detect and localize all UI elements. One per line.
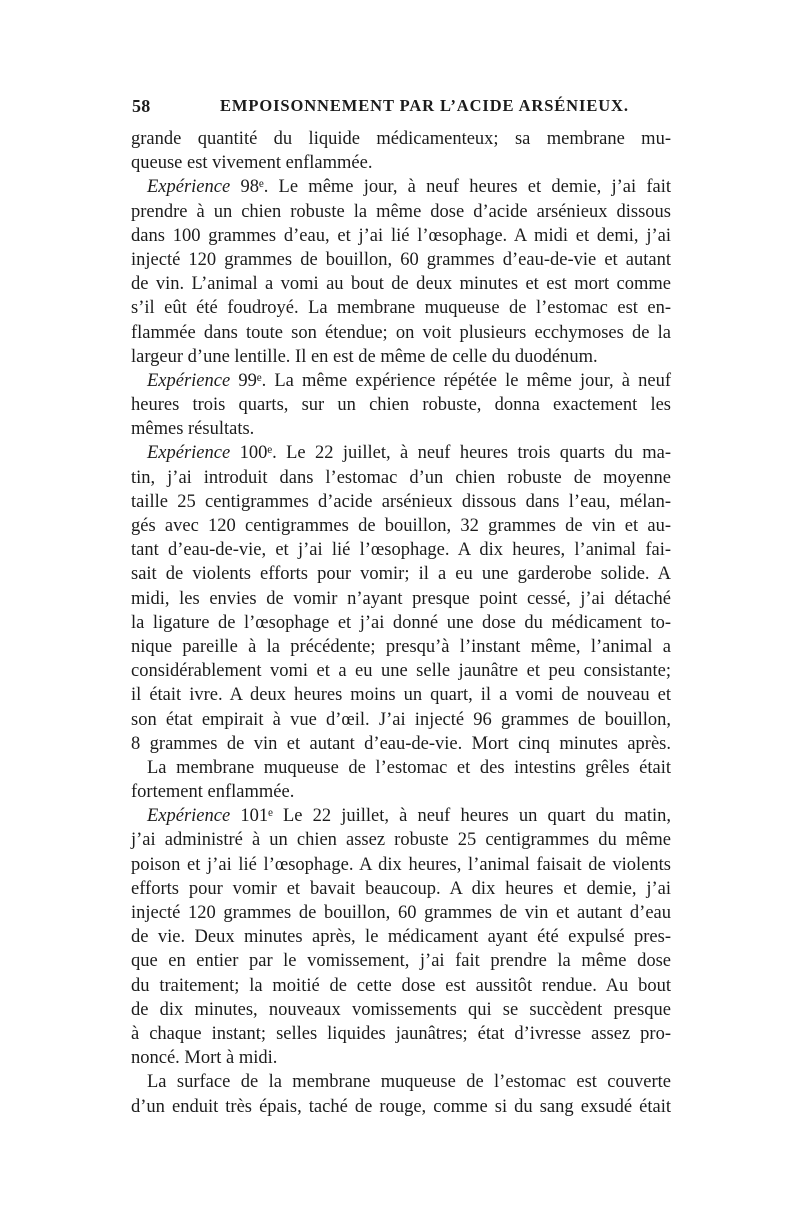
text-line: d’un enduit très épais, taché de rouge, comme si du sang exsudé était [131,1096,671,1117]
text-line: tant d’eau-de-vie, et j’ai lié l’œsophage. A dix heures, l’animal fai- [131,540,671,561]
paragraph-experience-101 [131,804,671,1070]
paragraph-experience-100 [131,441,671,755]
experience-label: Expérience [147,370,231,391]
experience-label: Expérience [147,806,231,827]
text-line: 8 grammes de vin et autant d’eau-de-vie. Mort cinq minutes après. [131,733,671,754]
paragraph [131,1070,671,1118]
text-line: à chaque instant; selles liquides jaunâtres; état d’ivresse assez pro- [131,1023,671,1044]
running-title: EMPOISONNEMENT PAR L’ACIDE ARSÉNIEUX. [220,96,629,115]
text-line [131,441,671,465]
text-line: injecté 120 grammes de bouillon, 60 grammes de vin et autant d’eau [131,903,671,923]
paragraph-experience-98 [131,175,671,369]
text-line: midi, les envies de vomir n’ayant presque point cessé, j’ai détaché [131,588,671,609]
text-span: 101ᵉ Le 22 juillet, à neuf heures un quart du matin, [230,806,671,827]
text-line: son état empirait à vue d’œil. J’ai injecté 96 grammes de bouillon, [131,709,671,730]
text-line [131,175,671,199]
text-line: de dix minutes, nouveaux vomissements qui se succèdent presque [131,999,671,1020]
text-span: 100ᵉ. Le 22 juillet, à neuf heures trois quarts du ma- [230,443,671,464]
text-line: la ligature de l’œsophage et j’ai donné une dose du médicament to- [131,612,671,633]
paragraph-experience-99 [131,369,671,442]
text-line: dans 100 grammes d’eau, et j’ai lié l’œsophage. A midi et demi, j’ai [131,225,671,246]
text-span: 99ᵉ. La même expérience répétée le même jour, à neuf [230,370,671,391]
text-line: s’il eût été foudroyé. La membrane muqueuse de l’estomac est en- [131,298,671,319]
paragraph [131,127,671,175]
text-line: tin, j’ai introduit dans l’estomac d’un chien robuste de moyenne [131,467,671,488]
text-line: queuse est vivement enflammée. [131,153,373,174]
text-line [131,369,671,393]
text-line: sait de violents efforts pour vomir; il a eu une garderobe solide. A [131,564,671,585]
experience-label: Expérience [147,443,231,464]
text-line: de vin. L’animal a vomi au bout de deux minutes et est mort comme [131,274,671,295]
text-span: 98ᵉ. Le même jour, à neuf heures et demie, j’ai fait [230,177,671,198]
text-line: poison et j’ai lié l’œsophage. A dix heures, l’animal faisait de violents [131,854,671,875]
page-header [132,96,672,122]
text-line: fortement enflammée. [131,782,295,803]
text-line: La membrane muqueuse de l’estomac et des intestins grêles était [147,757,671,778]
text-line: de vie. Deux minutes après, le médicament ayant été expulsé pres- [131,927,671,948]
text-line: j’ai administré à un chien assez robuste 25 centigrammes du même [131,830,671,851]
paragraph [131,756,671,804]
body-text [131,127,671,1119]
text-line: flammée dans toute son étendue; on voit plusieurs ecchymoses de la [131,322,671,343]
text-line: nique pareille à la précédente; presqu’à l’instant même, l’animal a [131,636,671,657]
text-line: prendre à un chien robuste la même dose d’acide arsénieux dissous [131,201,671,222]
text-line: La surface de la membrane muqueuse de l’estomac est couverte [147,1072,671,1093]
text-line: injecté 120 grammes de bouillon, 60 grammes d’eau-de-vie et autant [131,249,671,270]
text-line: largeur d’une lentille. Il en est de même de celle du duodénum. [131,346,598,367]
text-line [131,804,671,828]
text-line: que en entier par le vomissement, j’ai fait prendre la même dose [131,951,671,972]
text-line: il était ivre. A deux heures moins un quart, il a vomi de nouveau et [131,685,671,706]
text-line: noncé. Mort à midi. [131,1048,278,1069]
text-line: gés avec 120 centigrammes de bouillon, 32 grammes de vin et au- [131,516,671,536]
experience-label: Expérience [147,177,231,198]
text-line: efforts pour vomir et bavait beaucoup. A dix heures et demie, j’ai [131,878,671,899]
text-line: mêmes résultats. [131,419,255,440]
text-line: considérablement vomi et a eu une selle jaunâtre et peu consistante; [131,661,671,682]
text-line: grande quantité du liquide médicamenteux; sa membrane mu- [131,129,671,149]
text-line: du traitement; la moitié de cette dose est aussitôt rendue. Au bout [131,975,671,996]
page-number: 58 [132,96,151,116]
text-line: taille 25 centigrammes d’acide arsénieux dissous dans l’eau, mélan- [131,491,671,512]
text-line: heures trois quarts, sur un chien robuste, donna exactement les [131,395,671,416]
